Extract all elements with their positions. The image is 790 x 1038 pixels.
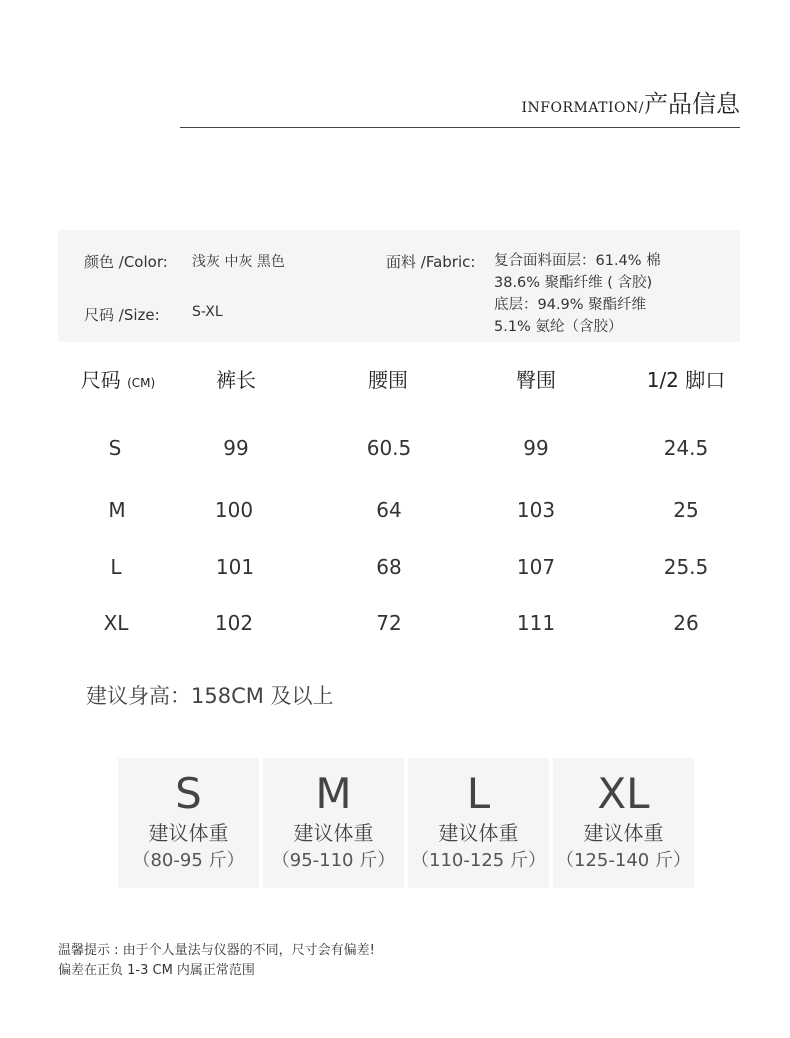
size-label: 尺码 /Size: xyxy=(84,306,160,324)
table-row xyxy=(58,555,758,585)
cell-hem: 24.5 xyxy=(663,436,709,460)
header-hip: 臀围 xyxy=(516,368,556,392)
tip-note-line1: 温馨提示 : 由于个人量法与仪器的不同，尺寸会有偏差! xyxy=(58,943,375,958)
cell-waist: 72 xyxy=(376,611,402,635)
cell-hip: 103 xyxy=(516,498,556,522)
cell-hem: 26 xyxy=(673,611,699,635)
card-weight-range: （80-95 斤） xyxy=(132,850,245,871)
cell-size: XL xyxy=(103,611,129,635)
card-weight-range: （95-110 斤） xyxy=(271,850,396,871)
color-value: 浅灰 中灰 黑色 xyxy=(192,254,285,270)
weight-cards xyxy=(118,758,694,888)
fabric-line: 38.6% 聚酯纤维 ( 含胶) xyxy=(494,275,653,291)
table-row xyxy=(58,611,758,641)
cell-length: 99 xyxy=(223,436,249,460)
fabric-composition xyxy=(494,250,661,338)
cell-hip: 99 xyxy=(523,436,549,460)
fabric-label: 面料 /Fabric: xyxy=(386,253,476,271)
cell-hip: 107 xyxy=(516,555,556,579)
weight-card-xl xyxy=(553,758,694,888)
fabric-line: 底层：94.9% 聚酯纤维 xyxy=(494,297,647,313)
weight-card-m xyxy=(263,758,404,888)
card-size-letter: S xyxy=(175,769,202,818)
card-weight-label: 建议体重 xyxy=(148,821,229,845)
header-title-cn: 产品信息 xyxy=(644,90,740,118)
suggested-height: 建议身高：158CM 及以上 xyxy=(86,684,334,708)
card-weight-label: 建议体重 xyxy=(438,821,519,845)
header-title-en: INFORMATION/ xyxy=(521,100,644,116)
cell-size: L xyxy=(110,555,122,579)
cell-length: 101 xyxy=(215,555,255,579)
header-length: 裤长 xyxy=(216,368,256,392)
cell-waist: 60.5 xyxy=(366,436,412,460)
card-weight-range: （125-140 斤） xyxy=(556,850,691,871)
cell-hip: 111 xyxy=(516,611,556,635)
fabric-line: 5.1% 氨纶（含胶） xyxy=(494,319,623,335)
header-hem: 1/2 脚口 xyxy=(646,368,726,392)
color-label: 颜色 /Color: xyxy=(84,253,168,271)
table-row xyxy=(58,498,758,528)
card-size-letter: L xyxy=(466,769,491,818)
weight-card-s xyxy=(118,758,259,888)
cell-hem: 25.5 xyxy=(663,555,709,579)
weight-card-l xyxy=(408,758,549,888)
fabric-line: 复合面料面层：61.4% 棉 xyxy=(494,253,661,269)
table-row xyxy=(58,436,758,466)
tip-note-line2: 偏差在正负 1-3 CM 内属正常范围 xyxy=(58,963,255,978)
cell-waist: 64 xyxy=(376,498,402,522)
header-divider xyxy=(180,127,740,128)
cell-waist: 68 xyxy=(376,555,402,579)
cell-size: S xyxy=(108,436,122,460)
product-info-box xyxy=(58,230,740,342)
cell-length: 100 xyxy=(214,498,254,522)
header-size: 尺码 (CM) xyxy=(80,368,156,392)
card-size-letter: XL xyxy=(597,769,650,818)
card-size-letter: M xyxy=(315,769,352,818)
cell-hem: 25 xyxy=(673,498,699,522)
page-header xyxy=(521,84,740,119)
cell-size: M xyxy=(108,498,126,522)
size-value: S-XL xyxy=(192,304,223,320)
table-header-row xyxy=(58,364,758,394)
unit-label: (CM) xyxy=(127,376,156,390)
card-weight-range: （110-125 斤） xyxy=(411,850,546,871)
card-weight-label: 建议体重 xyxy=(583,821,664,845)
header-waist: 腰围 xyxy=(368,368,408,392)
card-weight-label: 建议体重 xyxy=(293,821,374,845)
cell-length: 102 xyxy=(214,611,254,635)
